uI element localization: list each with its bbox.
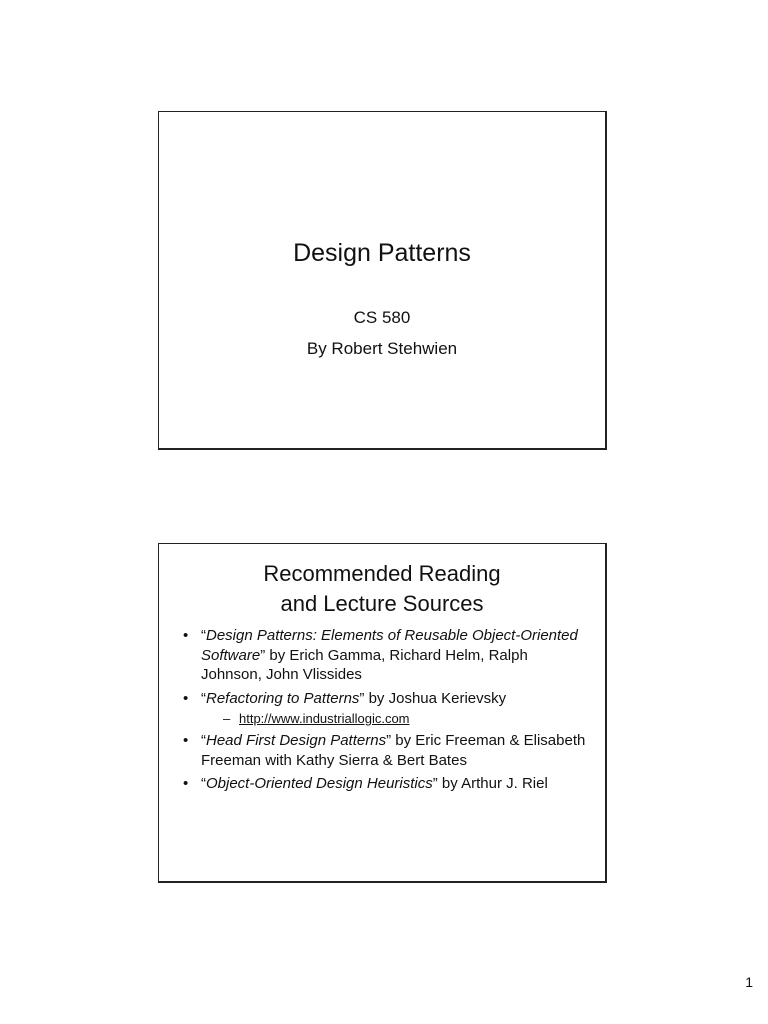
book-authors: by Eric Freeman & Elisabeth Freeman with Kathy Sierra & Bert Bates — [201, 732, 586, 769]
reading-item-oo-heuristics: • “Object-Oriented Design Heuristics” by Arthur J. Riel — [183, 774, 591, 794]
industriallogic-link[interactable]: http://www.industriallogic.com — [239, 711, 410, 726]
reading-item-refactoring-to-patterns: • “Refactoring to Patterns” by Joshua Kerievsky – http://www.industriallogic.com — [183, 689, 591, 728]
slide-2 — [158, 543, 607, 883]
book-authors: by Arthur J. Riel — [437, 775, 548, 792]
reading-item-design-patterns: • “Design Patterns: Elements of Reusable Object-Oriented Software” by Erich Gamma, Richard Helm, Ralph Johnson, John Vlissides — [183, 626, 591, 685]
book-title: Object-Oriented Design Heuristics — [206, 775, 433, 792]
slide-2-title-line-2: and Lecture Sources — [280, 591, 484, 616]
reading-sub-item — [201, 710, 591, 727]
book-authors: by Erich Gamma, Richard Helm, Ralph Johnson, John Vlissides — [201, 646, 528, 683]
slide-2-title — [159, 559, 605, 619]
book-title: Refactoring to Patterns — [206, 689, 360, 707]
slide-1-title: Design Patterns — [293, 239, 471, 267]
slide-2-title-line-1: Recommended Reading — [263, 561, 501, 586]
book-title: Head First Design Patterns — [206, 732, 387, 749]
slide-1 — [158, 111, 607, 450]
reading-item-head-first: • “Head First Design Patterns” by Eric Freeman & Elisabeth Freeman with Kathy Sierra & Bert Bates — [183, 731, 591, 770]
dash-marker: – — [223, 711, 231, 726]
author-label: By Robert Stehwien — [306, 339, 458, 358]
reading-list — [183, 626, 591, 798]
book-title: Design Patterns: Elements of Reusable Object-Oriented Software — [201, 627, 578, 664]
course-label: CS 580 — [353, 308, 411, 327]
book-authors: by Joshua Kerievsky — [364, 689, 507, 707]
page-number: 1 — [745, 974, 753, 990]
